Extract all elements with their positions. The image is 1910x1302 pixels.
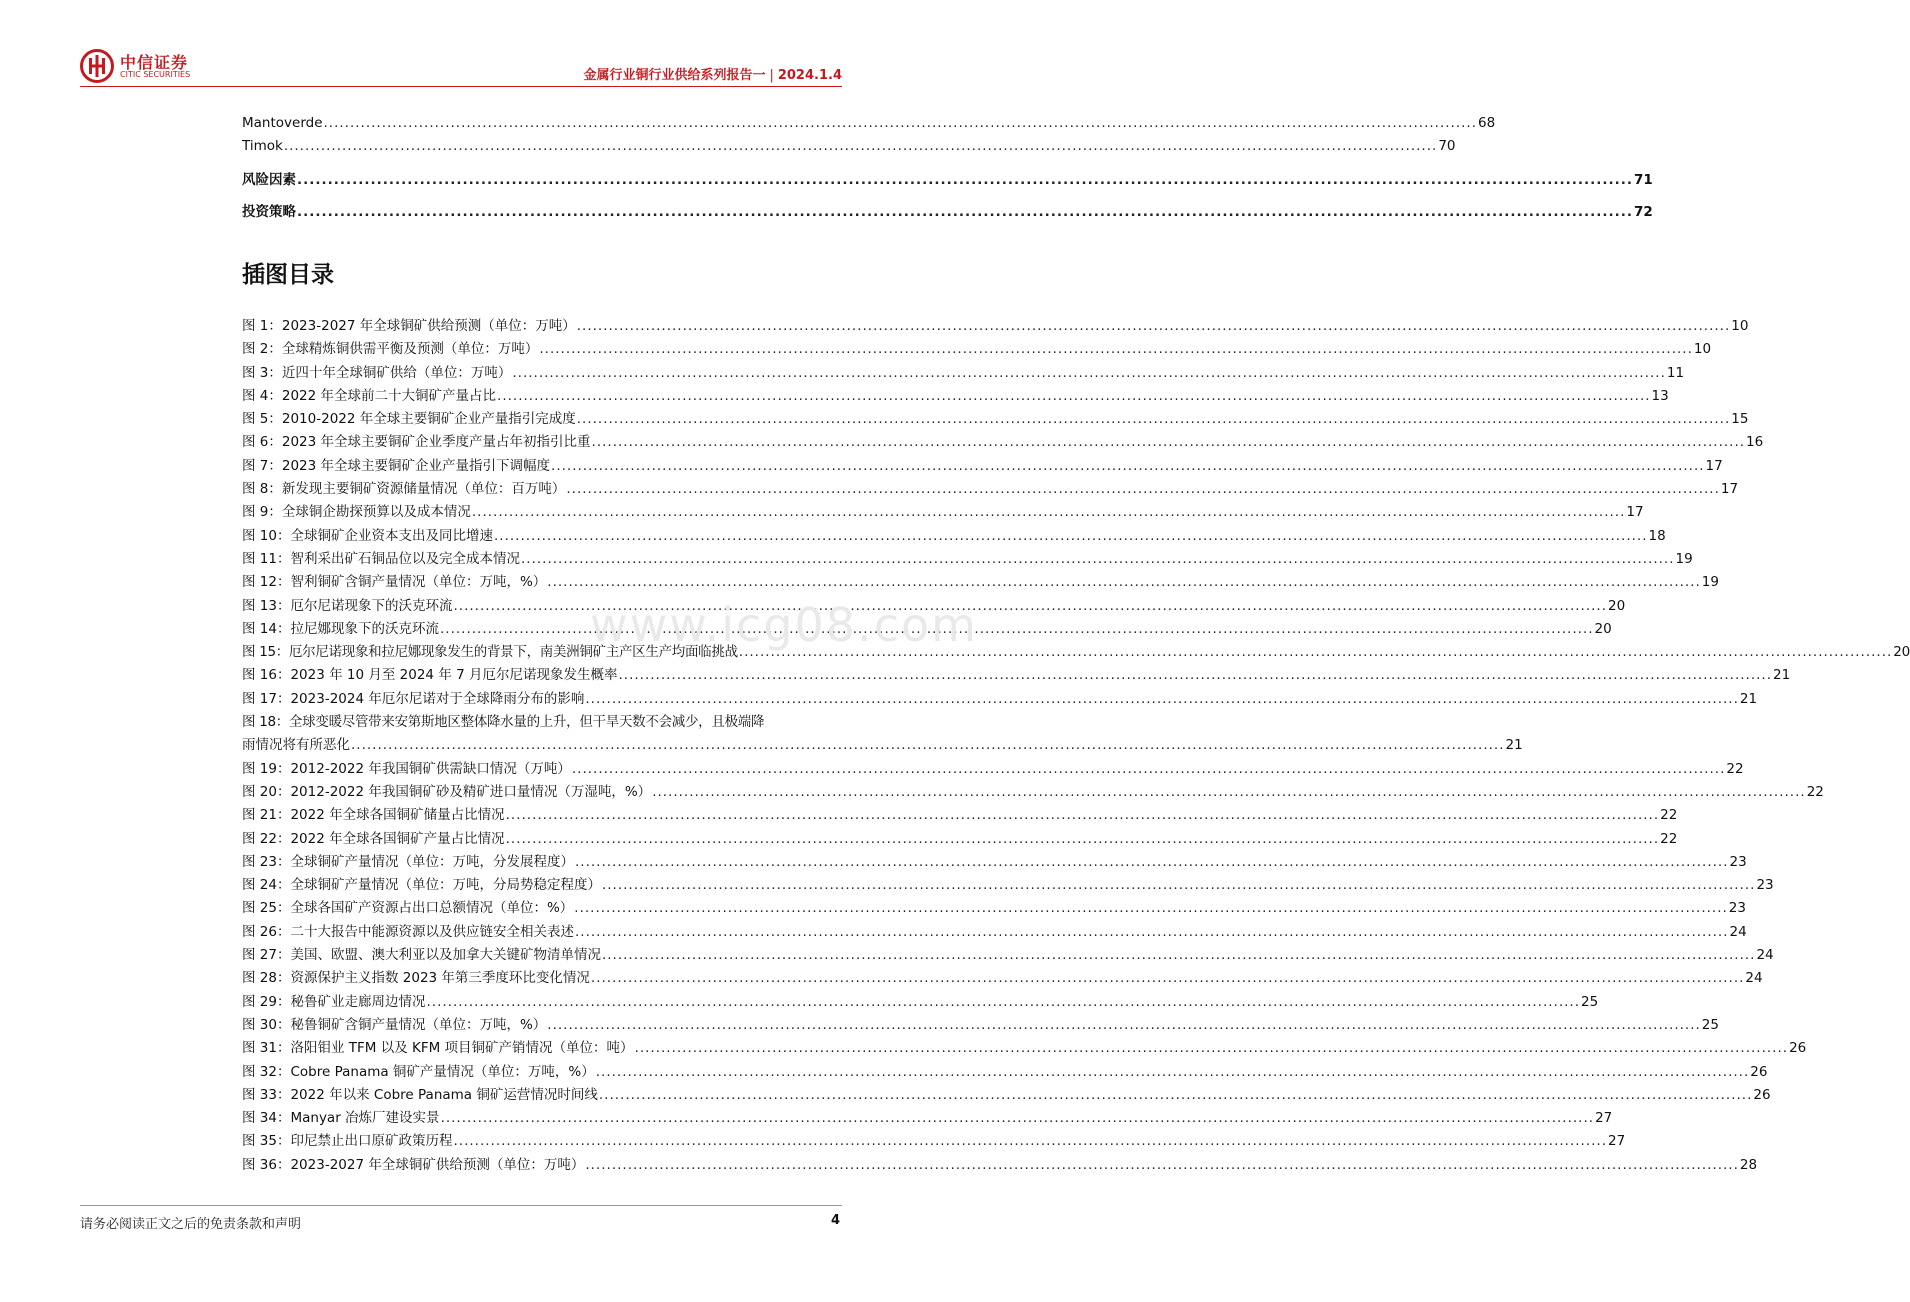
dot-leader: [585, 1154, 1739, 1177]
dot-leader: [284, 135, 1438, 158]
figure-entry[interactable]: [242, 1037, 1807, 1060]
toc-continued: [242, 112, 1653, 224]
dot-leader: [494, 525, 1648, 548]
figure-entry-page: 28: [1739, 1156, 1758, 1173]
figure-entry-page: 26: [1753, 1086, 1771, 1103]
dot-leader: [547, 1014, 1701, 1037]
dot-leader: [575, 851, 1729, 874]
figure-entry[interactable]: [242, 944, 1774, 967]
disclaimer-note: 请务必阅读正文之后的免责条款和声明: [80, 1217, 302, 1232]
dot-leader: [591, 967, 1745, 990]
figure-entry[interactable]: [242, 408, 1749, 431]
figure-entry[interactable]: [242, 1014, 1719, 1037]
figure-entry-page: 17: [1626, 504, 1644, 521]
toc-entry[interactable]: [242, 112, 1496, 135]
figure-entry-page: 10: [1693, 341, 1712, 358]
figure-entry-page: 26: [1789, 1040, 1807, 1057]
dot-leader: [324, 112, 1478, 135]
figure-entry-page: 21: [1739, 690, 1758, 707]
dot-leader: [575, 921, 1729, 944]
toc-entry-label: Mantoverde: [242, 115, 323, 131]
figure-entry[interactable]: [242, 548, 1693, 571]
figure-entry[interactable]: [242, 362, 1685, 385]
toc-entry-label: 风险因素: [242, 171, 296, 188]
figure-entry-page: 17: [1720, 481, 1739, 498]
logo-english-name: CITIC SECURITIES: [120, 70, 191, 79]
toc-entry-page: 70: [1438, 138, 1456, 155]
page-number: 4: [830, 1213, 840, 1228]
toc-entry-page: 71: [1634, 171, 1653, 188]
figure-entry-label: 图 17：2023-2024 年厄尔尼诺对于全球降雨分布的影响: [242, 690, 585, 707]
figure-entry-label: 图 34：Manyar 冶炼厂建设实景: [242, 1110, 440, 1127]
dot-leader: [574, 897, 1728, 920]
figure-entry-page: 22: [1806, 783, 1824, 800]
figure-entry[interactable]: [242, 1107, 1613, 1130]
dot-leader: [739, 641, 1893, 664]
dot-leader: [577, 408, 1731, 431]
figure-entry-label: 图 24：全球铜矿产量情况（单位：万吨，分局势稳定程度）: [242, 877, 601, 894]
figure-entry-label: 图 36：2023-2027 年全球铜矿供给预测（单位：万吨）: [242, 1156, 585, 1173]
figure-entry-label: 图 13：厄尔尼诺现象下的沃克环流: [242, 597, 453, 614]
page-header: [0, 0, 920, 100]
dot-leader: [297, 201, 1633, 224]
figure-entry-label: 图 32：Cobre Panama 铜矿产量情况（单位：万吨，%）: [242, 1063, 595, 1080]
figure-entry-label: 图 29：秘鲁矿业走廊周边情况: [242, 993, 426, 1010]
figure-entry-page: 18: [1648, 527, 1666, 544]
figure-entry-page: 19: [1701, 574, 1719, 591]
figure-entry-page: 17: [1705, 457, 1723, 474]
figure-entry[interactable]: [242, 1154, 1758, 1177]
report-title: [583, 64, 842, 83]
figure-entry[interactable]: [242, 315, 1749, 338]
figure-entry-label: 图 5：2010-2022 年全球主要铜矿企业产量指引完成度: [242, 411, 576, 428]
dot-leader: [521, 548, 1675, 571]
dot-leader: [506, 828, 1660, 851]
figure-entry-page: 11: [1666, 364, 1685, 381]
dot-leader: [297, 169, 1633, 192]
citic-logo: [80, 49, 220, 85]
figure-entry[interactable]: [242, 1084, 1771, 1107]
dot-leader: [512, 362, 1666, 385]
figure-entry-page: 26: [1750, 1063, 1768, 1080]
dot-leader: [453, 1130, 1607, 1153]
figure-entry-page: 27: [1595, 1110, 1613, 1127]
figure-entry[interactable]: [242, 385, 1669, 408]
figure-entry-label: 图 30：秘鲁铜矿含铜产量情况（单位：万吨，%）: [242, 1016, 547, 1033]
toc-entry[interactable]: [242, 135, 1456, 158]
figure-entry[interactable]: [242, 478, 1739, 501]
figure-entry-label: 图 9：全球铜企勘探预算以及成本情况: [242, 504, 471, 521]
figure-entry-label: 图 19：2012-2022 年我国铜矿供需缺口情况（万吨）: [242, 760, 571, 777]
header-separator: |: [769, 68, 774, 83]
figure-entry-label: 图 20：2012-2022 年我国铜矿砂及精矿进口量情况（万湿吨，%）: [242, 783, 652, 800]
dot-leader: [551, 455, 1705, 478]
dot-leader: [426, 991, 1580, 1014]
figure-entry-label: 图 7：2023 年全球主要铜矿企业产量指引下调幅度: [242, 457, 551, 474]
figure-entry[interactable]: [242, 571, 1719, 594]
figure-entry-page: 23: [1756, 877, 1774, 894]
toc-entry-risk[interactable]: [242, 169, 1653, 192]
toc-entry-page: 72: [1634, 203, 1653, 220]
figure-entry[interactable]: [242, 431, 1764, 454]
dot-leader: [635, 1037, 1789, 1060]
dot-leader: [572, 758, 1726, 781]
figure-entry-label: 图 33：2022 年以来 Cobre Panama 铜矿运营情况时间线: [242, 1086, 598, 1103]
figure-entry-label: 图 2：全球精炼铜供需平衡及预测（单位：万吨）: [242, 341, 539, 358]
figure-entry-page: 20: [1607, 597, 1626, 614]
figure-entry-page: 13: [1651, 387, 1669, 404]
figure-entry-label: 雨情况将有所恶化: [242, 737, 350, 754]
figure-entry[interactable]: [242, 338, 1712, 361]
figure-entry[interactable]: [242, 758, 1744, 781]
figure-entry[interactable]: [242, 781, 1824, 804]
figure-entry[interactable]: [242, 641, 1910, 664]
figures-section-title: 插图目录: [242, 262, 334, 288]
figure-entry-label: 图 28：资源保护主义指数 2023 年第三季度环比变化情况: [242, 970, 590, 987]
figure-entry-label: 图 10：全球铜矿企业资本支出及同比增速: [242, 527, 493, 544]
dot-leader: [602, 944, 1756, 967]
toc-entry-label: Timok: [242, 138, 283, 155]
figure-entry-page: 24: [1745, 970, 1763, 987]
figure-entry-label: 图 25：全球各国矿产资源占出口总额情况（单位：%）: [242, 900, 574, 917]
figure-entry[interactable]: [242, 1130, 1626, 1153]
figure-entry-label: 图 8：新发现主要铜矿资源储量情况（单位：百万吨）: [242, 481, 566, 498]
figure-entry[interactable]: [242, 921, 1747, 944]
header-divider: [80, 86, 842, 87]
figure-entry-label: 图 1：2023-2027 年全球铜矿供给预测（单位：万吨）: [242, 318, 576, 334]
figure-entry-page: 27: [1607, 1133, 1626, 1150]
figure-entry-label: 图 3：近四十年全球铜矿供给（单位：万吨）: [242, 364, 512, 381]
figure-entry-page: 24: [1729, 923, 1747, 940]
dot-leader: [596, 1061, 1750, 1084]
figure-entry-page: 25: [1580, 993, 1599, 1010]
dot-leader: [619, 664, 1773, 687]
dot-leader: [602, 874, 1756, 897]
figure-entry-page: 20: [1893, 644, 1910, 661]
dot-leader: [440, 618, 1594, 641]
figure-entry[interactable]: [242, 618, 1612, 641]
figure-entry[interactable]: [242, 525, 1666, 548]
dot-leader: [599, 1084, 1753, 1107]
figure-entry-page: 15: [1731, 411, 1749, 428]
figure-entry-label: 图 27：美国、欧盟、澳大利亚以及加拿大关键矿物清单情况: [242, 947, 601, 964]
dot-leader: [497, 385, 1651, 408]
figure-entry-line1[interactable]: 图 18：全球变暖尽管带来安第斯地区整体降水量的上升，但干旱天数不会减少，且极端降: [242, 714, 765, 731]
figure-entry[interactable]: [242, 501, 1644, 524]
figure-entry-label: 图 26：二十大报告中能源资源以及供应链安全相关表述: [242, 923, 574, 940]
figure-entry[interactable]: [242, 874, 1774, 897]
dot-leader: [592, 431, 1746, 454]
figure-entry-label: 图 4：2022 年全球前二十大铜矿产量占比: [242, 387, 497, 404]
figure-entry-page: 25: [1701, 1016, 1719, 1033]
figure-entry-page: 16: [1746, 434, 1764, 451]
dot-leader: [506, 804, 1660, 827]
figure-entry[interactable]: [242, 1061, 1768, 1084]
figure-entry-page: 22: [1660, 807, 1678, 824]
figure-entry-label: 图 15：厄尔尼诺现象和拉尼娜现象发生的背景下，南美洲铜矿主产区生产均面临挑战: [242, 644, 738, 661]
dot-leader: [652, 781, 1806, 804]
watermark: www.icg08.com: [590, 598, 978, 652]
dot-leader: [547, 571, 1701, 594]
figure-entry-page: 10: [1731, 318, 1749, 334]
figure-entry-label: 图 16：2023 年 10 月至 2024 年 7 月厄尔尼诺现象发生概率: [242, 667, 618, 684]
toc-entry-label: 投资策略: [242, 203, 296, 220]
figure-entry-page: 24: [1756, 947, 1774, 964]
footer-divider: [80, 1205, 842, 1206]
figure-entry[interactable]: [242, 734, 1523, 757]
dot-leader: [453, 595, 1607, 618]
report-date: 2024.1.4: [777, 68, 842, 83]
dot-leader: [351, 734, 1505, 757]
dot-leader: [585, 688, 1739, 711]
figure-entry[interactable]: [242, 897, 1746, 920]
figure-entry[interactable]: [242, 688, 1758, 711]
toc-entry-page: 68: [1478, 115, 1496, 131]
figure-entry[interactable]: [242, 595, 1626, 618]
dot-leader: [539, 338, 1693, 361]
figure-entry-label: 图 11：智利采出矿石铜品位以及完全成本情况: [242, 550, 520, 567]
figure-entry-label: 图 14：拉尼娜现象下的沃克环流: [242, 620, 439, 637]
figure-entry[interactable]: [242, 991, 1599, 1014]
figure-entry[interactable]: [242, 967, 1763, 990]
figure-entry-label: 图 22：2022 年全球各国铜矿产量占比情况: [242, 830, 505, 847]
figure-entry-label: 图 6：2023 年全球主要铜矿企业季度产量占年初指引比重: [242, 434, 591, 451]
figure-entry-page: 22: [1726, 760, 1744, 777]
figure-entry[interactable]: [242, 664, 1791, 687]
figure-entry[interactable]: [242, 455, 1723, 478]
figure-entry-page: 21: [1505, 737, 1523, 754]
figure-entry-page: 19: [1675, 550, 1693, 567]
report-title-text: 金属行业铜行业供给系列报告一: [583, 68, 766, 83]
figure-entry-label: 图 12：智利铜矿含铜产量情况（单位：万吨，%）: [242, 574, 547, 591]
figure-entry-label: 图 23：全球铜矿产量情况（单位：万吨，分发展程度）: [242, 853, 574, 870]
citic-logo-icon: [80, 49, 114, 83]
figure-entry-page: 22: [1660, 830, 1678, 847]
figures-list: [242, 315, 1910, 1177]
figure-entry-label: 图 21：2022 年全球各国铜矿储量占比情况: [242, 807, 505, 824]
figure-entry[interactable]: [242, 804, 1678, 827]
figure-entry[interactable]: [242, 828, 1678, 851]
dot-leader: [441, 1107, 1595, 1130]
figure-entry-label: 图 31：洛阳钼业 TFM 以及 KFM 项目铜矿产销情况（单位：吨）: [242, 1040, 634, 1057]
figure-entry-page: 23: [1728, 900, 1746, 917]
toc-entry-strategy[interactable]: [242, 201, 1653, 224]
figure-entry-page: 23: [1729, 853, 1747, 870]
figure-entry-label: 图 35：印尼禁止出口原矿政策历程: [242, 1133, 453, 1150]
dot-leader: [472, 501, 1626, 524]
figure-entry[interactable]: [242, 851, 1747, 874]
figure-entry-page: 20: [1594, 620, 1612, 637]
figure-entry-page: 21: [1773, 667, 1791, 684]
logo-chinese-name: 中信证券: [120, 53, 189, 72]
dot-leader: [577, 315, 1731, 338]
dot-leader: [566, 478, 1720, 501]
